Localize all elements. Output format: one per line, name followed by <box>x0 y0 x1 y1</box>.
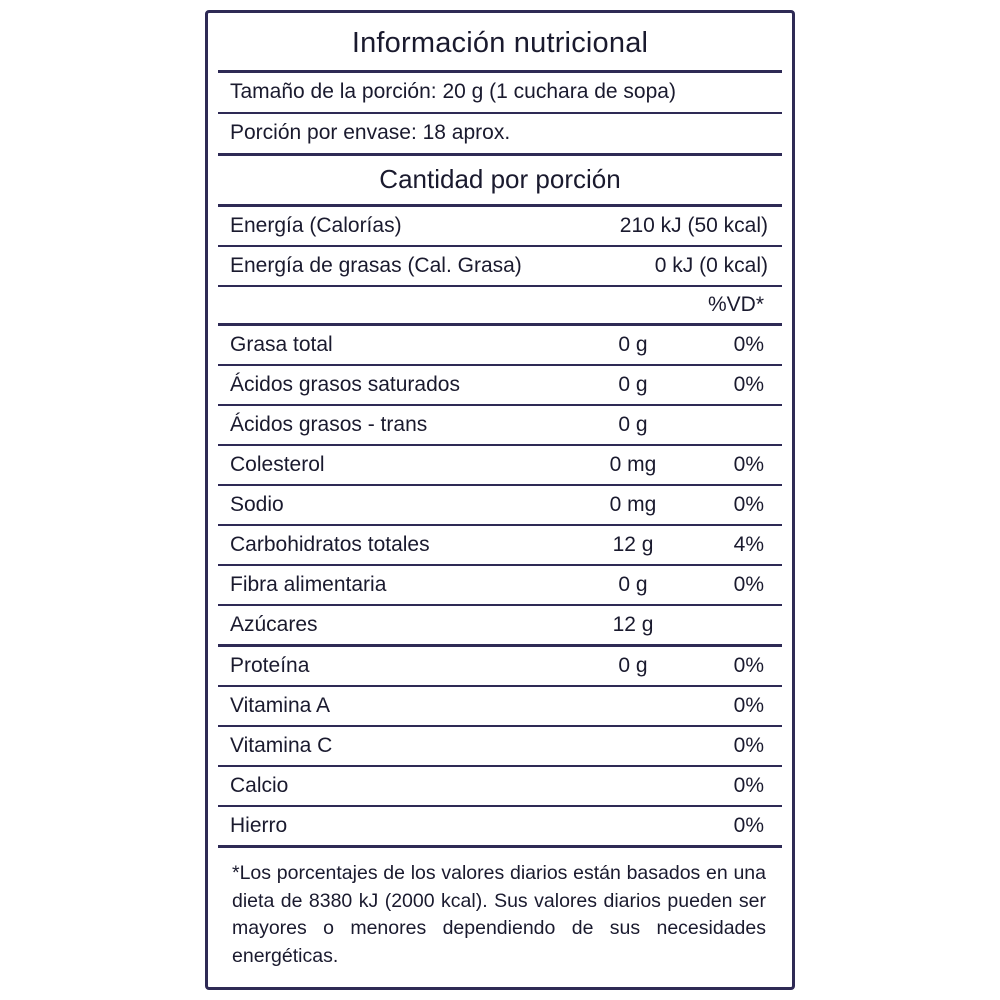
nutrient-name: Grasa total <box>230 333 333 356</box>
energy-value: 210 kJ (50 kcal) <box>619 214 768 237</box>
nutrient-dv: 0% <box>733 774 764 797</box>
nutrient-name: Hierro <box>230 814 288 837</box>
nutrient-name: Calcio <box>230 774 289 797</box>
nutrition-facts-inner <box>218 21 782 979</box>
nutrient-dv: 0% <box>733 373 764 396</box>
nutrient-dv: 4% <box>733 533 764 556</box>
nutrient-dv: 0% <box>733 814 764 837</box>
nutrient-name: Carbohidratos totales <box>230 533 430 556</box>
amount-per-serving-heading: Cantidad por porción <box>379 164 621 194</box>
table-row <box>218 566 782 604</box>
table-row <box>218 647 782 685</box>
energy-from-fat-value: 0 kJ (0 kcal) <box>654 254 768 277</box>
nutrient-dv: 0% <box>733 453 764 476</box>
table-row <box>218 406 782 444</box>
nutrient-name: Vitamina A <box>230 694 331 717</box>
nutrient-value: 0 g <box>618 413 648 436</box>
table-row <box>218 366 782 404</box>
table-row <box>218 486 782 524</box>
table-row <box>218 446 782 484</box>
nutrient-name: Proteína <box>230 654 310 677</box>
nutrient-value: 0 mg <box>609 493 657 516</box>
nutrient-value: 0 g <box>618 333 648 356</box>
serving-size-row: Tamaño de la porción: 20 g (1 cuchara de sopa) <box>230 80 676 103</box>
nutrient-value: 0 g <box>618 654 648 677</box>
table-row <box>218 606 782 644</box>
energy-label: Energía (Calorías) <box>230 214 402 237</box>
nutrient-value: 12 g <box>612 533 654 556</box>
table-row <box>218 727 782 765</box>
nutrient-name: Ácidos grasos - trans <box>230 413 428 436</box>
energy-row <box>218 207 782 245</box>
nutrient-dv: 0% <box>733 493 764 516</box>
nutrient-name: Vitamina C <box>230 734 333 757</box>
dv-header-label: %VD* <box>707 293 764 316</box>
nutrient-value: 0 g <box>618 373 648 396</box>
nutrient-dv: 0% <box>733 573 764 596</box>
daily-value-header-row <box>218 287 782 323</box>
panel-title: Información nutricional <box>351 27 649 59</box>
nutrient-value: 12 g <box>612 613 654 636</box>
nutrient-dv: 0% <box>733 734 764 757</box>
nutrient-name: Ácidos grasos saturados <box>230 373 460 396</box>
daily-value-footnote: *Los porcentajes de los valores diarios están basados en una dieta de 8380 kJ (2000 kcal). Sus valores diarios pueden ser mayores o menores dependiendo de sus necesidades energéticas. <box>232 862 766 968</box>
nutrient-dv: 0% <box>733 694 764 717</box>
table-row <box>218 526 782 564</box>
table-row <box>218 807 782 845</box>
table-row <box>218 767 782 805</box>
nutrient-name: Sodio <box>230 493 284 516</box>
nutrient-value: 0 mg <box>609 453 657 476</box>
energy-from-fat-label: Energía de grasas (Cal. Grasa) <box>230 254 522 277</box>
nutrient-value: 0 g <box>618 573 648 596</box>
table-row <box>218 326 782 364</box>
nutrient-name: Colesterol <box>230 453 325 476</box>
nutrition-facts-panel <box>205 10 795 990</box>
nutrient-name: Fibra alimentaria <box>230 573 387 596</box>
table-row <box>218 687 782 725</box>
dv-header-spacer <box>218 293 708 317</box>
nutrient-dv: 0% <box>733 333 764 356</box>
energy-from-fat-row <box>218 247 782 285</box>
nutrient-dv: 0% <box>733 654 764 677</box>
servings-per-container-row: Porción por envase: 18 aprox. <box>230 121 511 144</box>
nutrient-name: Azúcares <box>230 613 318 636</box>
